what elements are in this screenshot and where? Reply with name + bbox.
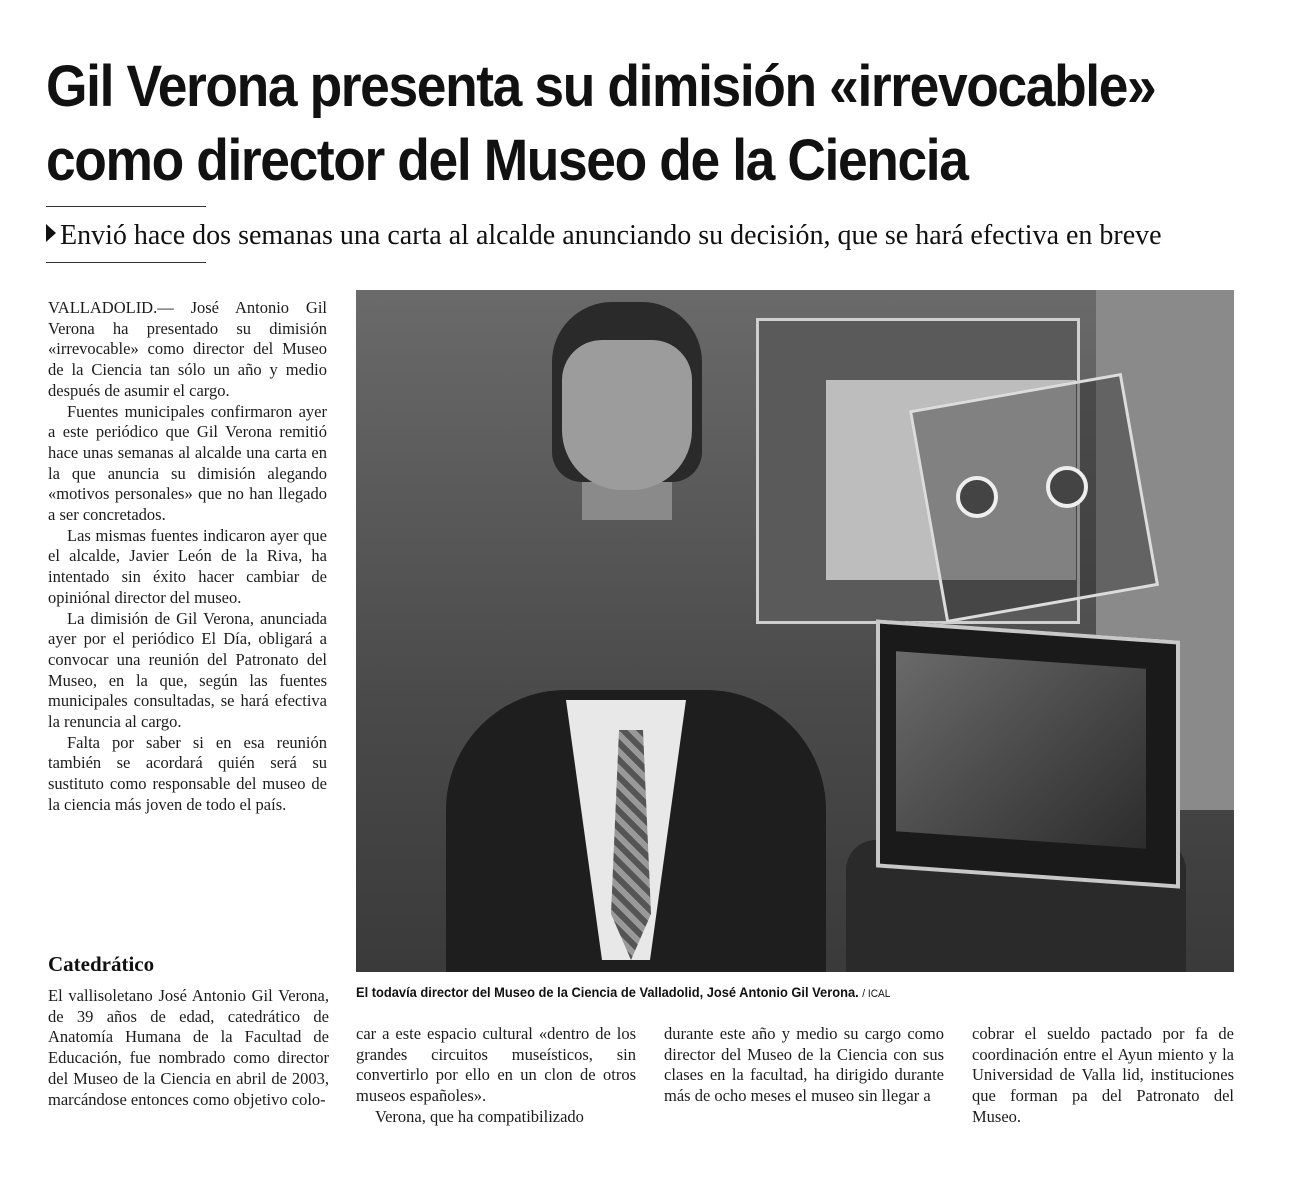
column-3 xyxy=(664,1024,944,1107)
column-1-bottom xyxy=(48,986,329,1110)
col2-paragraph-1: car a este espacio cultural «dentro de los grandes circuitos museísticos, sin convertirlo por ello en un clon de otros museos españoles». xyxy=(356,1024,636,1106)
column-2 xyxy=(356,1024,636,1128)
col2-paragraph-2: Verona, que ha compatibilizado xyxy=(375,1106,584,1126)
paragraph-6: El vallisoletano José Antonio Gil Verona, de 39 años de edad, catedrático de Anatomía Humana de la Facultad de Educación, fue nombrado como director del Museo de la Ciencia en abril de 2003, marcándose entonces como objetivo colo- xyxy=(48,986,329,1109)
photo-robot-eye-left xyxy=(956,476,998,518)
paragraph-1: VALLADOLID.— José Antonio Gil Verona ha presentado su dimisión «irrevocable» como director del Museo de la Ciencia tan sólo un año y medio después de asumir el cargo. xyxy=(48,298,327,400)
photo-robot-eye-right xyxy=(1046,466,1088,508)
headline-line-2: como director del Museo de la Ciencia xyxy=(46,128,968,193)
headline xyxy=(46,50,1159,198)
photo-robot-screen xyxy=(896,651,1146,848)
column-4 xyxy=(972,1024,1234,1128)
dateline: VALLADOLID.— xyxy=(48,298,174,317)
paragraph-5: Falta por saber si en esa reunión también se acordará quién será su sustituto como responsable del museo de la ciencia más joven de todo el país. xyxy=(48,732,327,814)
rule-bottom xyxy=(46,262,206,263)
photo-man-face xyxy=(562,340,692,490)
photo-robot-head xyxy=(909,373,1159,623)
headline-line-1: Gil Verona presenta su dimisión «irrevocable» xyxy=(46,54,1156,119)
paragraph-2: Fuentes municipales confirmaron ayer a este periódico que Gil Verona remitió hace unas semanas al alcalde una carta en la que anuncia su dimisión alegando «motivos personales» que no han llegado a ser concretados. xyxy=(48,401,327,525)
caption-credit: / ICAL xyxy=(862,988,891,1000)
subhead-text: Envió hace dos semanas una carta al alcalde anunciando su decisión, que se hará efectiva en breve xyxy=(60,220,1162,251)
section-title: Catedrático xyxy=(48,952,155,976)
subhead xyxy=(46,218,1266,254)
column-1-top xyxy=(48,298,327,816)
rule-top xyxy=(46,206,206,207)
paragraph-3: Las mismas fuentes indicaron ayer que el alcalde, Javier León de la Riva, ha intentado sin éxito hacer cambiar de opiniónal director del museo. xyxy=(48,525,327,607)
article-photo xyxy=(356,290,1234,972)
col3-paragraph-1: durante este año y medio su cargo como director del Museo de la Ciencia con sus clases en la facultad, ha dirigido durante más de ocho meses el museo sin llegar a xyxy=(664,1024,944,1106)
triangle-bullet-icon xyxy=(46,224,56,242)
paragraph-4: La dimisión de Gil Verona, anunciada ayer por el periódico El Día, obligará a convocar una reunión del Patronato del Museo, en la que, según las fuentes municipales consultadas, se hará efectiva la renuncia al cargo. xyxy=(48,608,327,732)
caption-text: El todavía director del Museo de la Ciencia de Valladolid, José Antonio Gil Verona. xyxy=(356,984,859,1000)
col4-paragraph-1: cobrar el sueldo pactado por fa de coordinación entre el Ayun miento y la Universidad de Valla lid, instituciones que forman pa del Patronato del Museo. xyxy=(972,1024,1234,1126)
photo-caption xyxy=(356,984,1184,1000)
